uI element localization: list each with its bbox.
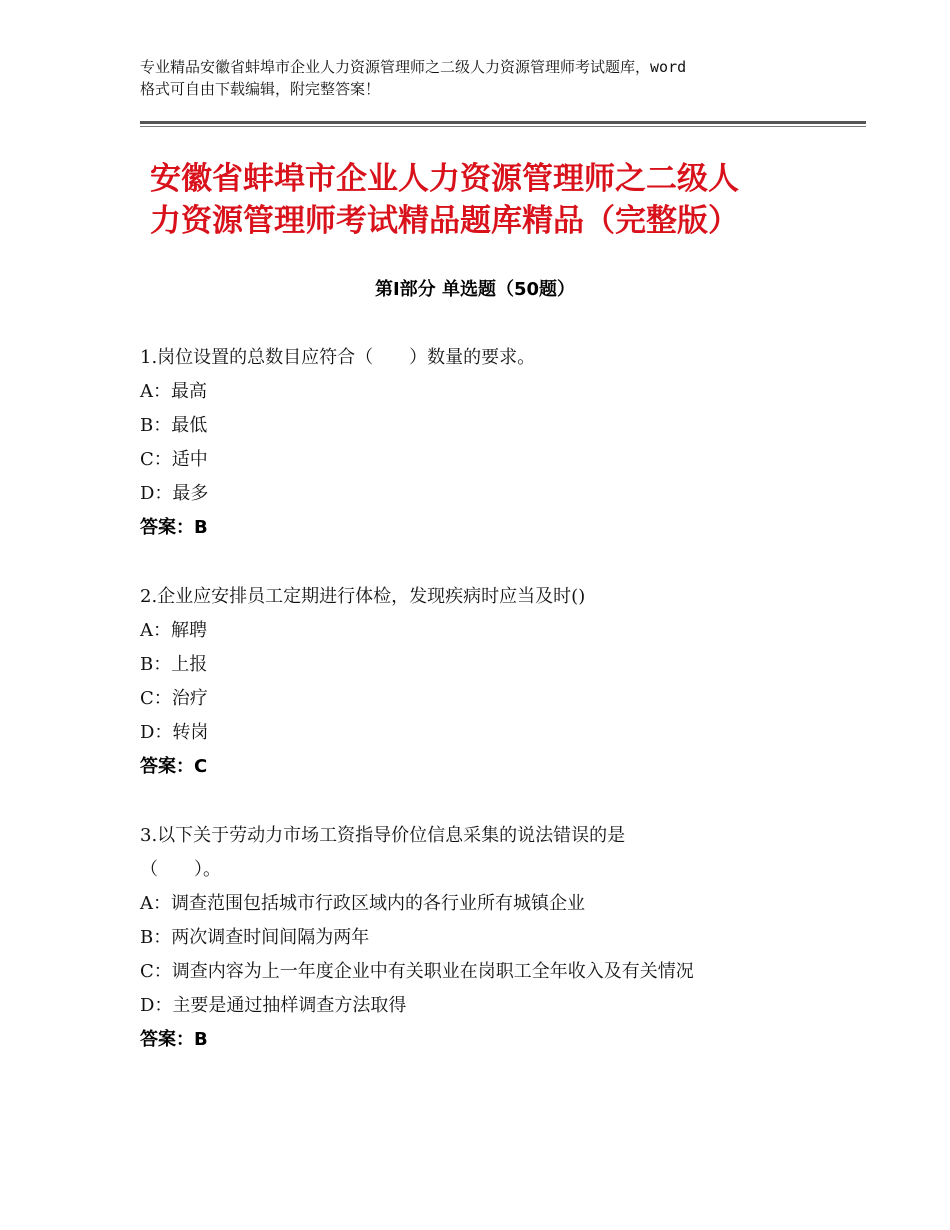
answer: 答案：B (140, 517, 208, 538)
option-d: D：主要是通过抽样调查方法取得 (140, 995, 407, 1016)
option-c: C：适中 (140, 449, 208, 470)
option-b: B：两次调查时间间隔为两年 (140, 927, 370, 948)
question-stem-line: 1.岗位设置的总数目应符合（ ）数量的要求。 (140, 347, 536, 368)
question-stem (140, 819, 840, 887)
question-stem (140, 580, 840, 614)
answer: 答案：C (140, 756, 208, 777)
header-note (140, 56, 830, 100)
option-d: D：转岗 (140, 722, 209, 743)
document-title (150, 158, 850, 242)
question-2 (140, 580, 840, 784)
option-a: A：解聘 (140, 620, 207, 641)
document-title-line: 安徽省蚌埠市企业人力资源管理师之二级人 (150, 161, 739, 197)
header-divider-thick (140, 121, 866, 124)
question-stem-line: （ ）。 (140, 859, 221, 880)
header-note-line: 专业精品安徽省蚌埠市企业人力资源管理师之二级人力资源管理师考试题库，word (140, 58, 687, 76)
question-3 (140, 819, 840, 1057)
header-note-line: 格式可自由下载编辑，附完整答案！ (140, 80, 381, 98)
question-stem-line: 3.以下关于劳动力市场工资指导价位信息采集的说法错误的是 (140, 825, 626, 846)
option-d: D：最多 (140, 483, 209, 504)
option-a: A：最高 (140, 381, 207, 402)
option-b: B：上报 (140, 654, 208, 675)
header-divider-thin (140, 126, 866, 127)
section-heading: 第Ⅰ部分 单选题（50题） (374, 279, 575, 300)
question-stem-line: 2.企业应安排员工定期进行体检，发现疾病时应当及时() (140, 586, 586, 607)
answer: 答案：B (140, 1029, 208, 1050)
option-c: C：治疗 (140, 688, 208, 709)
option-b: B：最低 (140, 415, 208, 436)
question-stem (140, 341, 840, 375)
option-a: A：调查范围包括城市行政区域内的各行业所有城镇企业 (140, 893, 585, 914)
question-1 (140, 341, 840, 545)
option-c: C：调查内容为上一年度企业中有关职业在岗职工全年收入及有关情况 (140, 961, 694, 982)
document-title-line: 力资源管理师考试精品题库精品（完整版） (150, 203, 739, 239)
